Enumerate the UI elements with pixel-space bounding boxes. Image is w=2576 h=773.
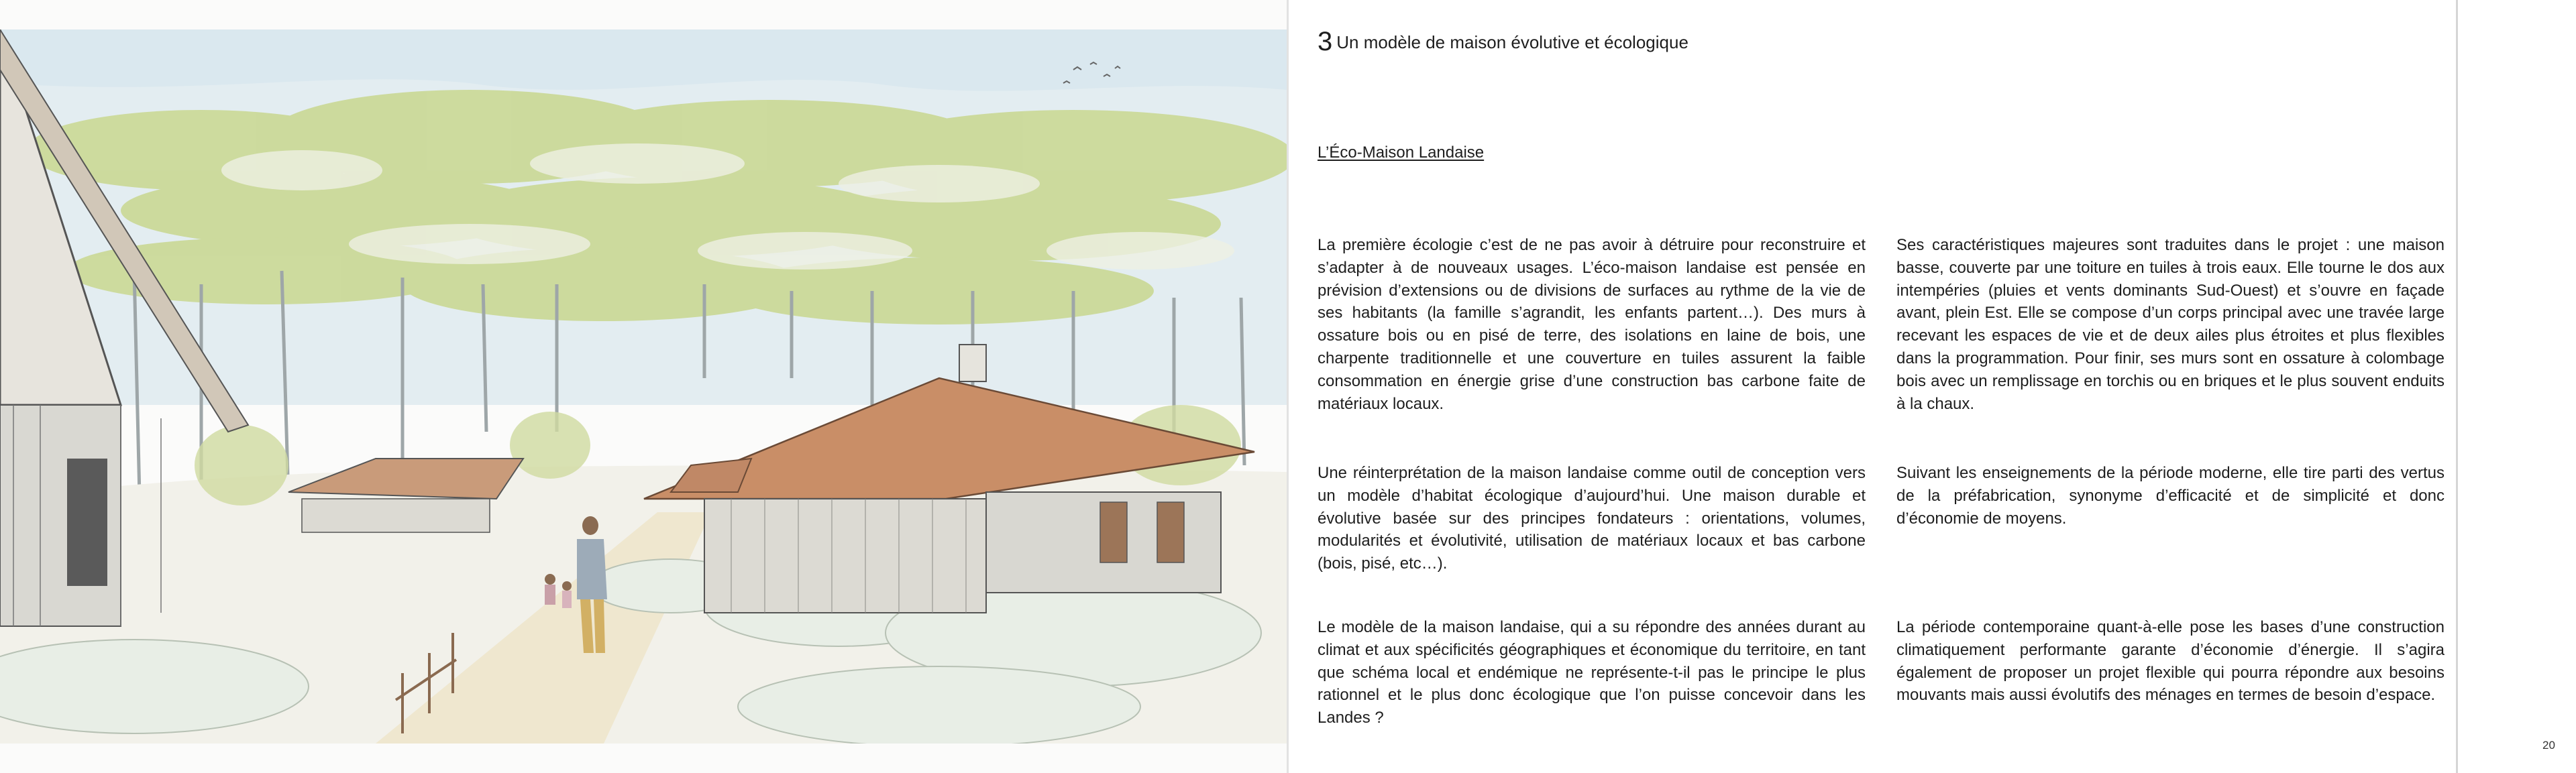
chapter-heading xyxy=(1318,27,1688,57)
paragraph: La première écologie c’est de ne pas avoir à détruire pour reconstruire et s’adapter à de nouveaux usages. L’éco-maison landaise est pensée en prévision d’extensions ou de divisions de surfaces au rythme de la vie de ses habitants (la famille s’agrandit, les enfants partent…). Des murs à ossature bois ou en pisé de terre, des isolations en laine de bois, une charpente traditionnelle et une couverture en tuiles assurent la faible consommation en énergie grise d’une construction bas carbone faite de matériaux locaux. xyxy=(1318,236,1866,413)
chapter-number: 3 xyxy=(1318,27,1333,56)
margin-divider xyxy=(2456,0,2458,773)
watercolor-house-illustration xyxy=(0,29,1287,744)
page-number: 20 xyxy=(2542,739,2555,752)
paragraph: Suivant les enseignements de la période moderne, elle tire parti des vertus de la préfabrication, synonyme d’efficacité et de simplicité et donc d’économie de moyens. xyxy=(1896,464,2445,528)
paragraph: Le modèle de la maison landaise, qui a su répondre des années durant au climat et aux spécificités géographiques et économique du territoire, en tant que schéma local et endémique ne représente-t-il pas le principe le plus rationnel et le plus donc écologique que l’on puisse concevoir dans les Landes ? xyxy=(1318,618,1866,727)
landscape-illustration xyxy=(0,29,1287,744)
paragraph: La période contemporaine quant-à-elle pose les bases d’une construction climatiquement performante garante d’économie d’énergie. Il s’agira également de proposer un projet flexible qui pourra répondre aux besoins mouvants mais aussi évolutifs des ménages en termes de besoin d’espace. xyxy=(1896,618,2445,705)
paragraph: Ses caractéristiques majeures sont traduites dans le projet : une maison basse, couverte par une toiture en tuiles à trois eaux. Elle tourne le dos aux intempéries (pluies et vents dominants Sud-Ouest) et s’ouvre en façade avant, plein Est. Elle se compose d’un corps principal avec une travée large recevant les espaces de vie et de deux ailes plus étroites et plus flexibles dans la programmation. Pour finir, ses murs sont en ossature à colombage bois avec un remplissage en torchis ou en briques et le plus souvent enduits à la chaux. xyxy=(1896,236,2445,413)
left-page xyxy=(0,0,1287,773)
section-title: L’Éco-Maison Landaise xyxy=(1318,143,1485,162)
right-page xyxy=(1289,0,2576,773)
paragraph: Une réinterprétation de la maison landaise comme outil de conception vers un modèle d’habitat écologique d’aujourd’hui. Une maison durable et évolutive basée sur des principes fondateurs : orientations, volumes, modularités et évolutivité, utilisation de matériaux locaux et bas carbone (bois, pisé, etc…). xyxy=(1318,464,1866,573)
chapter-title: Un modèle de maison évolutive et écologique xyxy=(1336,32,1688,52)
text-area xyxy=(1289,0,2456,773)
